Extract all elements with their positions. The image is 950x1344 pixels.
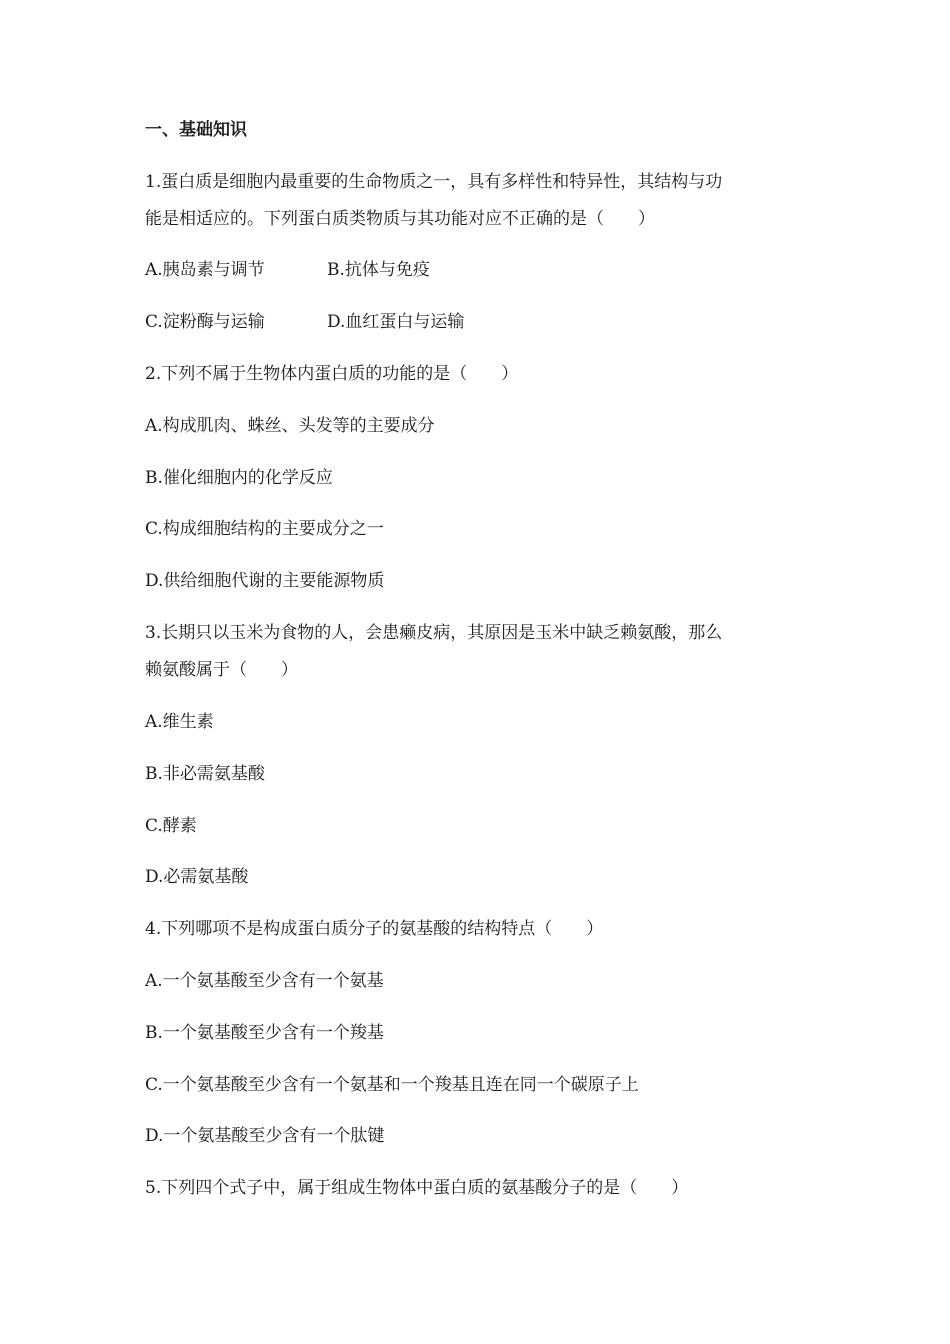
q3-option-c: C.酵素 (145, 816, 197, 836)
q2-option-a: A.构成肌肉、蛛丝、头发等的主要成分 (145, 416, 435, 436)
q5-stem: 5.下列四个式子中，属于组成生物体中蛋白质的氨基酸分子的是（ ） (145, 1178, 689, 1198)
q4-stem: 4.下列哪项不是构成蛋白质分子的氨基酸的结构特点（ ） (145, 919, 604, 939)
q1-option-a: A.胰岛素与调节 (145, 260, 265, 280)
q3-option-b: B.非必需氨基酸 (145, 764, 265, 784)
q4-option-b: B.一个氨基酸至少含有一个羧基 (145, 1023, 384, 1043)
q1-option-b: B.抗体与免疫 (327, 260, 430, 280)
q3-stem-line2: 赖氨酸属于（ ） (145, 660, 298, 680)
q1-options-row2 (145, 311, 645, 333)
q1-stem-line1: 1.蛋白质是细胞内最重要的生命物质之一，具有多样性和特异性，其结构与功 (145, 172, 723, 192)
q4-option-a: A.一个氨基酸至少含有一个氨基 (145, 971, 384, 991)
q2-stem: 2.下列不属于生物体内蛋白质的功能的是（ ） (145, 364, 519, 384)
q4-option-d: D.一个氨基酸至少含有一个肽键 (145, 1126, 385, 1146)
q1-option-c: C.淀粉酶与运输 (145, 312, 265, 332)
q3-option-a: A.维生素 (145, 712, 214, 732)
q2-option-b: B.催化细胞内的化学反应 (145, 468, 333, 488)
q2-option-c: C.构成细胞结构的主要成分之一 (145, 519, 384, 539)
section-title: 一、基础知识 (145, 120, 247, 140)
q1-options-row1 (145, 259, 645, 281)
q1-stem-line2: 能是相适应的。下列蛋白质类物质与其功能对应不正确的是（ ） (145, 209, 655, 229)
q4-option-c: C.一个氨基酸至少含有一个氨基和一个羧基且连在同一个碳原子上 (145, 1075, 639, 1095)
q1-option-d: D.血红蛋白与运输 (327, 312, 465, 332)
q3-option-d: D.必需氨基酸 (145, 867, 249, 887)
q3-stem-line1: 3.长期只以玉米为食物的人，会患癞皮病，其原因是玉米中缺乏赖氨酸，那么 (145, 623, 723, 643)
q2-option-d: D.供给细胞代谢的主要能源物质 (145, 571, 385, 591)
